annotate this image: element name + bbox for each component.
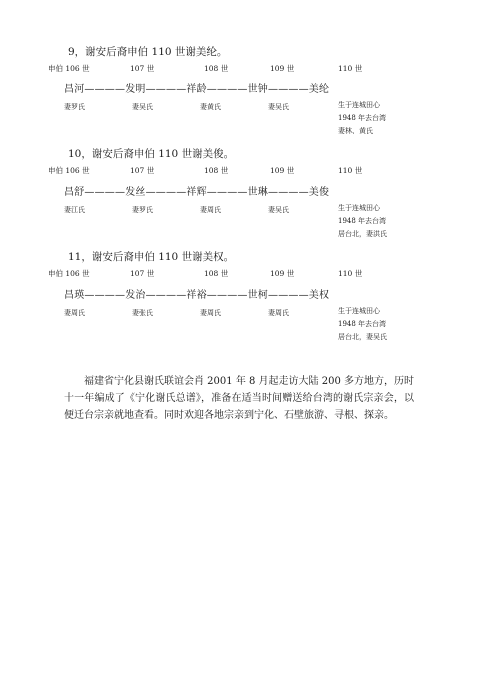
- lineage-chain: 昌瑛————发治————祥裕————世柯————美权: [64, 290, 330, 301]
- generation-label: 107 世: [130, 64, 155, 73]
- generation-label: 108 世: [204, 269, 229, 278]
- wife-label: 妻周氏: [200, 309, 221, 317]
- wife-label: 妻吴氏: [132, 103, 153, 111]
- generation-label: 109 世: [270, 166, 295, 175]
- note-line: 1948 年去台湾: [338, 114, 387, 122]
- lineage-chain: 昌舒————发丝————祥辉————世琳————美俊: [64, 187, 330, 198]
- wife-label: 妻罗氏: [64, 103, 85, 111]
- generation-label: 110 世: [338, 166, 363, 175]
- section-heading: 9，谢安后裔申伯 110 世谢美纶。: [68, 46, 228, 58]
- note-line: 妻林、黄氏: [338, 127, 373, 135]
- closing-paragraph: 福建省宁化县谢氏联谊会肖 2001 年 8 月起走访大陆 200 多方地方，历时十一年编成了《宁化谢氏总谱》，准备在适当时间赠送给台湾的谢氏宗亲会，以便迁台宗亲就地查看。同时欢迎各地宗亲到宁化、石壁旅游、寻根、探亲。: [64, 376, 414, 421]
- generation-label: 申伯 106 世: [48, 269, 90, 278]
- note-block: [338, 202, 387, 241]
- wife-label: 妻江氏: [64, 206, 85, 214]
- generation-label: 申伯 106 世: [48, 64, 90, 73]
- lineage-chain: 昌河————发明————祥龄————世钟————美纶: [64, 84, 330, 95]
- wife-label: 妻吴氏: [268, 206, 289, 214]
- section-heading: 10，谢安后裔申伯 110 世谢美俊。: [68, 148, 235, 160]
- wife-label: 妻张氏: [132, 309, 153, 317]
- generation-label: 109 世: [270, 269, 295, 278]
- generation-label: 申伯 106 世: [48, 166, 90, 175]
- note-block: [338, 99, 386, 138]
- note-line: 1948 年去台湾: [338, 320, 387, 328]
- wife-label: 妻黄氏: [200, 103, 221, 111]
- section-heading: 11，谢安后裔申伯 110 世谢美权。: [68, 251, 235, 263]
- wife-label: 妻周氏: [200, 206, 221, 214]
- note-line: 1948 年去台湾: [338, 217, 387, 225]
- wife-label: 妻周氏: [268, 309, 289, 317]
- wife-label: 妻吴氏: [268, 103, 289, 111]
- wife-label: 妻周氏: [64, 309, 85, 317]
- generation-label: 108 世: [204, 166, 229, 175]
- note-block: [338, 305, 387, 344]
- generation-label: 108 世: [204, 64, 229, 73]
- note-line: 居台北，妻洪氏: [338, 230, 387, 238]
- wife-label: 妻罗氏: [132, 206, 153, 214]
- generation-label: 107 世: [130, 269, 155, 278]
- note-line: 生于连城田心: [338, 307, 380, 315]
- generation-label: 107 世: [130, 166, 155, 175]
- note-line: 生于连城田心: [338, 101, 380, 109]
- note-line: 生于连城田心: [338, 204, 380, 212]
- note-line: 居台北，妻吴氏: [338, 333, 387, 341]
- generation-label: 110 世: [338, 269, 363, 278]
- generation-label: 109 世: [270, 64, 295, 73]
- generation-label: 110 世: [338, 64, 363, 73]
